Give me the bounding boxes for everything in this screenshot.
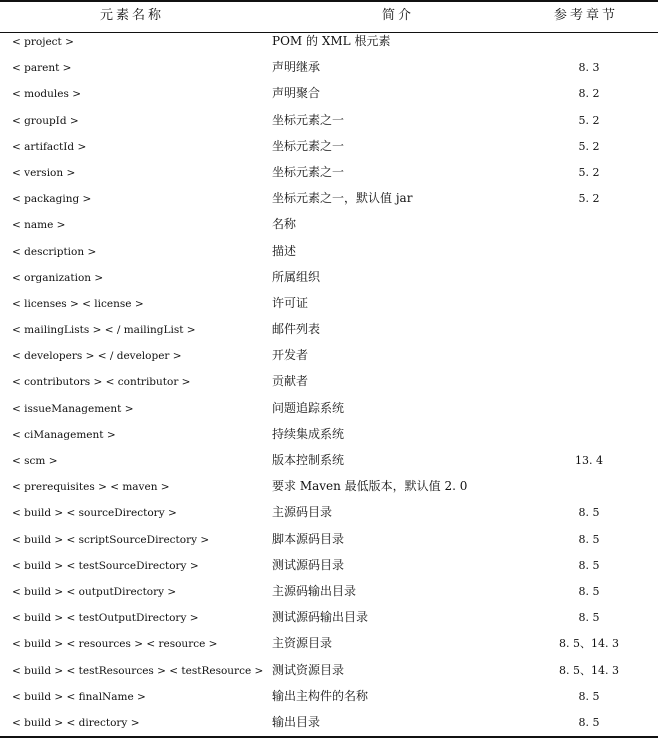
element-name-cell: < ciManagement > [12, 428, 116, 441]
table-row [0, 135, 658, 161]
table-row [0, 685, 658, 711]
table-row [0, 397, 658, 423]
table-row [0, 423, 658, 449]
reference-section-cell: 8. 5、14. 3 [559, 663, 619, 677]
element-name-cell: < build > < finalName > [12, 690, 146, 703]
element-name-cell: < contributors > < contributor > [12, 376, 191, 389]
element-name-cell: < groupId > [12, 114, 79, 127]
element-name-cell: < version > [12, 166, 76, 179]
description-cell: 版本控制系统 [272, 453, 345, 467]
description-cell: 描述 [272, 243, 297, 258]
table-body [0, 30, 658, 737]
table-row [0, 528, 658, 554]
table-header [0, 0, 658, 32]
table-row [0, 580, 658, 606]
description-cell: 贡献者 [272, 374, 309, 389]
element-name-cell: < prerequisites > < maven > [12, 481, 170, 494]
reference-section-cell: 8. 5 [578, 506, 600, 520]
reference-section-cell: 8. 2 [578, 87, 600, 101]
description-cell: 持续集成系统 [272, 426, 345, 441]
description-cell: 坐标元素之一 [272, 112, 345, 127]
description-cell: 输出目录 [272, 714, 321, 729]
description-cell: 脚本源码目录 [272, 531, 345, 546]
table-row [0, 370, 658, 396]
reference-section-cell: 5. 2 [578, 139, 600, 153]
description-cell: 输出主构件的名称 [272, 688, 369, 703]
element-name-cell: < build > < testOutputDirectory > [12, 612, 199, 625]
table-row [0, 82, 658, 108]
table-row [0, 606, 658, 632]
description-cell: 测试源码目录 [272, 557, 345, 572]
table-row [0, 711, 658, 737]
reference-section-cell: 8. 5 [578, 715, 600, 729]
element-name-cell: < name > [12, 219, 66, 232]
description-cell: 邮件列表 [272, 322, 321, 337]
element-name-cell: < build > < sourceDirectory > [12, 507, 177, 520]
element-name-cell: < build > < directory > [12, 716, 140, 729]
description-cell: 许可证 [272, 295, 309, 310]
description-cell: 主源码目录 [272, 505, 333, 520]
table-row [0, 240, 658, 266]
description-cell: 要求 Maven 最低版本，默认值 2. 0 [272, 479, 468, 494]
reference-section-cell: 8. 5 [578, 584, 600, 598]
header-reference-section: 参考章节 [554, 8, 619, 23]
element-name-cell: < mailingLists > < / mailingList > [12, 324, 196, 337]
reference-section-cell: 5. 2 [578, 192, 600, 206]
reference-section-cell: 8. 3 [578, 61, 600, 75]
description-cell: 主源码输出目录 [272, 583, 357, 598]
reference-section-cell: 5. 2 [578, 165, 600, 179]
element-name-cell: < organization > [12, 271, 104, 284]
table-row [0, 632, 658, 658]
table-row [0, 449, 658, 475]
table-row [0, 659, 658, 685]
table-row [0, 213, 658, 239]
element-name-cell: < parent > [12, 62, 72, 75]
element-name-cell: < build > < testSourceDirectory > [12, 559, 199, 572]
element-name-cell: < build > < resources > < resource > [12, 638, 218, 651]
table-row [0, 554, 658, 580]
description-cell: 声明聚合 [272, 86, 321, 101]
reference-section-cell: 8. 5 [578, 611, 600, 625]
element-name-cell: < licenses > < license > [12, 297, 144, 310]
table-row [0, 344, 658, 370]
element-name-cell: < artifactId > [12, 140, 87, 153]
description-cell: 坐标元素之一 [272, 138, 345, 153]
description-cell: 主资源目录 [272, 636, 333, 651]
element-name-cell: < build > < testResources > < testResource > [12, 664, 264, 677]
header-element-name: 元素名称 [100, 8, 165, 23]
table-bottom-rule [0, 736, 658, 738]
table-row [0, 501, 658, 527]
table-row [0, 292, 658, 318]
reference-section-cell: 8. 5 [578, 532, 600, 546]
description-cell: 开发者 [272, 348, 309, 363]
table-row [0, 161, 658, 187]
description-cell: 问题追踪系统 [272, 400, 345, 415]
header-description: 简介 [382, 8, 415, 23]
description-cell: 测试源码输出目录 [272, 610, 369, 625]
description-cell: 所属组织 [272, 269, 321, 284]
description-cell: 声明继承 [272, 60, 321, 75]
description-cell: POM 的 XML 根元素 [272, 34, 391, 48]
element-name-cell: < project > [12, 36, 74, 48]
element-name-cell: < scm > [12, 455, 58, 467]
element-name-cell: < build > < outputDirectory > [12, 585, 177, 598]
reference-section-cell: 5. 2 [578, 113, 600, 127]
description-cell: 坐标元素之一 [272, 164, 345, 179]
reference-section-cell: 8. 5、14. 3 [559, 637, 619, 651]
element-name-cell: < build > < scriptSourceDirectory > [12, 533, 210, 546]
table-row [0, 109, 658, 135]
table-row [0, 30, 658, 56]
reference-section-cell: 8. 5 [578, 558, 600, 572]
description-cell: 坐标元素之一，默认值 jar [272, 191, 413, 206]
table-row [0, 56, 658, 82]
element-name-cell: < description > [12, 245, 97, 258]
element-name-cell: < developers > < / developer > [12, 350, 182, 363]
reference-section-cell: 13. 4 [575, 454, 603, 467]
element-name-cell: < packaging > [12, 193, 92, 206]
table-row [0, 475, 658, 501]
reference-section-cell: 8. 5 [578, 689, 600, 703]
description-cell: 名称 [272, 217, 297, 232]
table-row [0, 318, 658, 344]
table-row [0, 266, 658, 292]
description-cell: 测试资源目录 [272, 662, 345, 677]
element-name-cell: < issueManagement > [12, 402, 134, 415]
element-name-cell: < modules > [12, 88, 81, 101]
table-row [0, 187, 658, 213]
